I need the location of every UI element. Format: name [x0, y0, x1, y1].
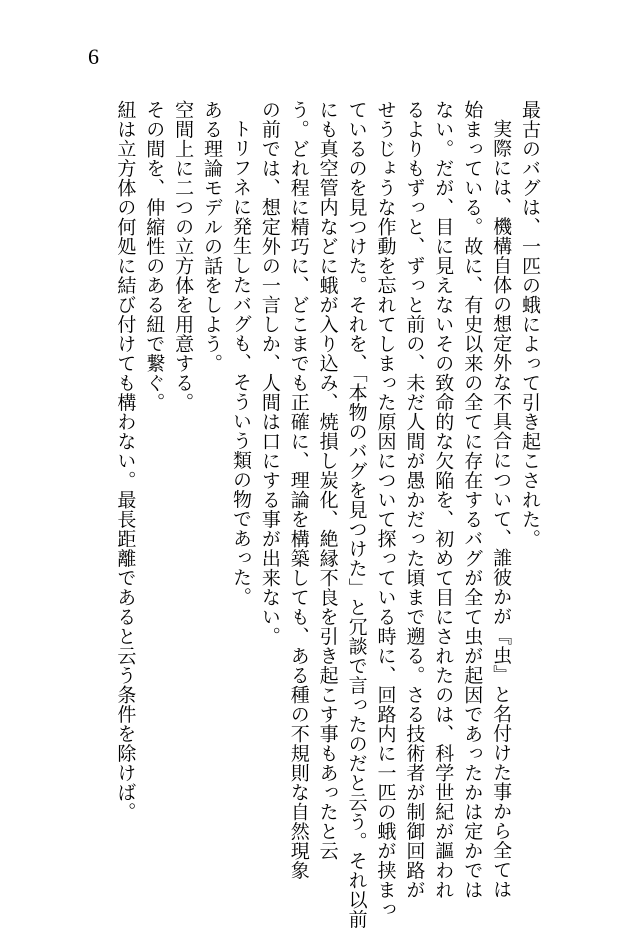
text-line: 最古のバグは、一匹の蛾によって引き起こされた。 [519, 100, 541, 549]
text-line: ある理論モデルの話をしよう。 [201, 100, 224, 373]
text-line: るよりもずっと、ずっと前の、未だ人間が愚かだった頃まで遡る。さる技術者が制御回路が [403, 100, 426, 900]
text-line: 実際には、機構自体の想定外な不具合について、誰彼かが『虫』と名付けた事から全ては [490, 119, 513, 899]
page-number: 6 [88, 44, 99, 69]
paragraph [255, 100, 486, 929]
paragraph [197, 100, 226, 840]
paragraph [139, 100, 168, 840]
text-line: う。どれ程に精巧に、どこまでも正確に、理論を構築しても、ある種の不規則な自然現象 [287, 100, 310, 880]
text-line: の前では、想定外の一言しか、人間は口にする事が出来ない。 [258, 100, 281, 646]
paragraph [168, 100, 197, 840]
paragraph [226, 100, 255, 840]
text-line: その間を、伸縮性のある紐で繋ぐ。 [143, 100, 166, 412]
text-line: にも真空管内などに蛾が入り込み、焼損し炭化、絶縁不良を引き起こす事もあったと云 [316, 100, 339, 861]
text-line: せうじょうな作動を忘れてしまった原因について探っている時に、回路内に一匹の蛾が挟まっ [374, 100, 397, 919]
text-line: 紐は立方体の何処に結び付けても構わない。最長距離であると云う条件を除けば。 [114, 100, 137, 822]
paragraph [515, 100, 544, 840]
text-line: 始まっている。故に、有史以来の全てに存在するバグが全て虫が起因であったかは定かでは [461, 100, 484, 900]
text-line: トリフネに発生したバグも、そういう類の物であった。 [229, 119, 252, 607]
paragraph [110, 100, 139, 840]
paragraph [486, 100, 515, 899]
text-line: ているのを見つけた。それを、「本物のバグを見つけた」と冗談で言ったのだと云う。それ以前 [345, 100, 368, 929]
text-line: 空間上に二つの立方体を用意する。 [172, 100, 195, 412]
text-line: ない。だが、目に見えないその致命的な欠陥を、初めて目にされたのは、科学世紀が謳われ [432, 100, 455, 900]
body-text [110, 100, 544, 929]
